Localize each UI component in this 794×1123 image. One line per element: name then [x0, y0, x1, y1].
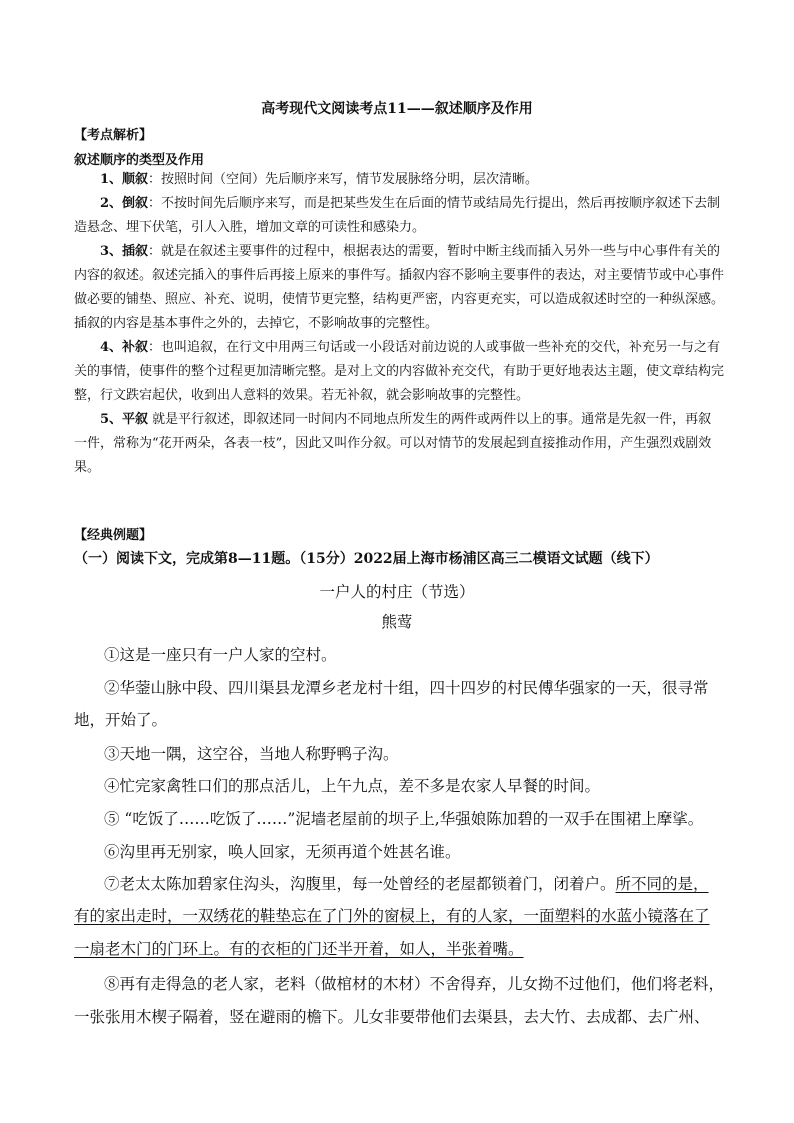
story-line-3: ③天地一隅，这空谷，当地人称野鸭子沟。 — [104, 745, 399, 763]
story-author: 熊莺 — [381, 613, 413, 631]
paragraph-pingxu — [74, 408, 724, 480]
exam-instruction: （一）阅读下文，完成第8—11题。（15分）2022届上海市杨浦区高三二模语文试题（线下） — [74, 551, 659, 567]
story-line-7a-plain: ⑦老太太陈加碧家住沟头，沟腹里，每一处曾经的老屋都锁着门，闭着户。 — [104, 875, 616, 893]
story-line-5: ⑤ “吃饭了……吃饭了……”泥墙老屋前的坝子上,华强娘陈加碧的一双手在围裙上摩挲。 — [104, 810, 704, 828]
types-subheading: 叙述顺序的类型及作用 — [74, 153, 205, 168]
paragraph-chaxu — [74, 240, 724, 336]
label-chaxu: 3、插叙 — [100, 244, 149, 259]
story-line-8b: 一张张用木楔子隔着，竖在避雨的檐下。儿女非要带他们去渠县，去大竹、去成都、去广州、 — [74, 1008, 710, 1026]
analysis-heading: 【考点解析】 — [74, 128, 153, 143]
story-line-7a-underlined: 所不同的是， — [615, 875, 709, 893]
story-line-2b: 地，开始了。 — [74, 711, 168, 729]
story-line-7a — [104, 872, 764, 894]
page-title: 高考现代文阅读考点11——叙述顺序及作用 — [261, 101, 533, 117]
label-shunxu: 1、顺叙 — [100, 172, 149, 187]
label-daoxu: 2、倒叙 — [100, 196, 149, 211]
paragraph-daoxu — [74, 192, 724, 240]
story-title: 一户人的村庄（节选） — [319, 583, 475, 601]
story-line-7c: 一扇老木门的门环上。有的衣柜的门还半开着，如人，半张着嘴。 — [74, 940, 524, 958]
label-pingxu: 5、平叙 — [100, 412, 149, 427]
paragraph-shunxu — [74, 168, 724, 192]
text-pingxu: 就是平行叙述，即叙述同一时间内不同地点所发生的两件或两件以上的事。通常是先叙一件，再叙一件，常称为“花开两朵，各表一枝”，因此又叫作分叙。可以对情节的发展起到直接推动作用，产生强烈戏剧效果。 — [74, 412, 712, 475]
text-shunxu: ：按照时间（空间）先后顺序来写，情节发展脉络分明，层次清晰。 — [148, 172, 539, 187]
story-line-2a: ②华蓥山脉中段、四川渠县龙潭乡老龙村十组，四十四岁的村民傅华强家的一天，很寻常 — [104, 679, 709, 697]
story-line-4: ④忙完家禽牲口们的那点活儿，上午九点，差不多是农家人早餐的时间。 — [104, 777, 601, 795]
story-line-7b: 有的家出走时，一双绣花的鞋垫忘在了门外的窗棂上，有的人家，一面塑料的水蓝小镜落在了 — [74, 907, 710, 925]
text-chaxu: ：就是在叙述主要事件的过程中，根据表达的需要，暂时中断主线而插入另外一些与中心事件有关的内容的叙述。叙述完插入的事件后再接上原来的事件写。插叙内容不影响主要事件的表达，对主要情节或中心事件做必要的铺垫、照应、补充、说明，使情节更完整，结构更严密，内容更充实，可以造成叙述时空的一种纵深感。插叙的内容是基本事件之外的，去掉它，不影响故事的完整性。 — [74, 244, 725, 331]
paragraph-buxu — [74, 336, 724, 408]
label-buxu: 4、补叙 — [100, 340, 149, 355]
story-line-1: ①这是一座只有一户人家的空村。 — [104, 646, 337, 664]
text-daoxu: ：不按时间先后顺序来写，而是把某些发生在后面的情节或结局先行提出，然后再按顺序叙述下去制造悬念、埋下伏笔，引人入胜，增加文章的可读性和感染力。 — [74, 196, 721, 235]
story-line-6: ⑥沟里再无别家，唤人回家，无须再道个姓甚名谁。 — [104, 843, 461, 861]
examples-heading: 【经典例题】 — [74, 528, 153, 543]
text-buxu: ：也叫追叙，在行文中用两三句话或一小段话对前边说的人或事做一些补充的交代，补充另一与之有关的事情，使事件的整个过程更加清晰完整。是对上文的内容做补充交代，有助于更好地表达主题，使文章结构完整，行文跌宕起伏，收到出人意料的效果。若无补叙，就会影响故事的完整性。 — [74, 340, 725, 403]
story-line-8a: ⑧再有走得急的老人家，老料（做棺材的木材）不舍得弃，儿女拗不过他们，他们将老料， — [104, 975, 725, 993]
